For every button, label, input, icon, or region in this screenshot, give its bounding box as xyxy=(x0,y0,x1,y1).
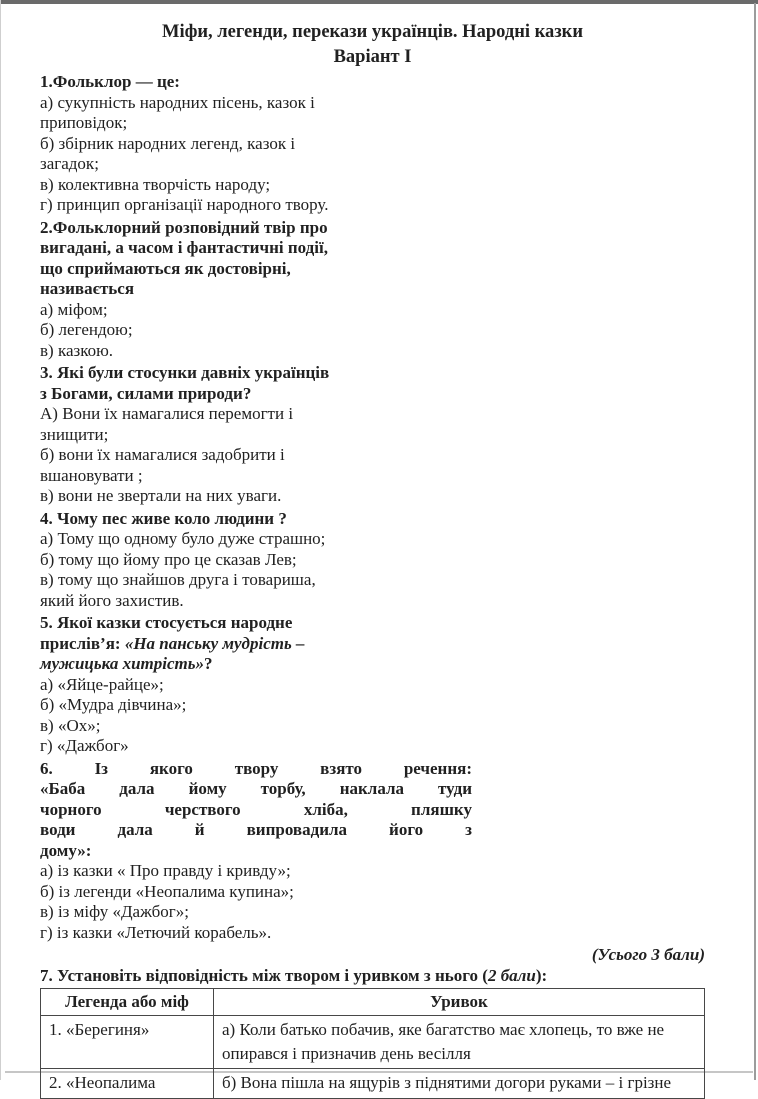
question-1-option-line: г) принцип організації народного твору. xyxy=(40,195,329,214)
question-1-option-line: б) збірник народних легенд, казок і xyxy=(40,133,296,153)
page-top-edge xyxy=(0,0,758,4)
question-5-option-line: г) «Дажбог» xyxy=(40,736,129,755)
question-2-head: вигадані, а часом і фантастичні події, xyxy=(40,238,328,257)
question-5-option-line: б) «Мудра дівчина»; xyxy=(40,695,187,714)
question-1-head: 1.Фольклор — це: xyxy=(40,72,180,91)
question-6-head: 6. Із якого твору взято речення: xyxy=(40,758,472,778)
question-2 xyxy=(40,218,474,362)
question-6-option-line: а) із казки « Про правду і кривду»; xyxy=(40,861,291,880)
table-header-work: Легенда або міф xyxy=(41,989,214,1016)
question-5 xyxy=(40,613,474,757)
question-7-head xyxy=(40,965,705,986)
document-title: Міфи, легенди, перекази українців. Народні казки xyxy=(161,22,583,42)
work-cell: 2. «Неопалима xyxy=(41,1069,214,1099)
question-6-head: води дала й випровадила його з xyxy=(40,820,472,839)
question-4-head: 4. Чому пес живе коло людини ? xyxy=(40,508,287,528)
question-6-option-line: б) із легенди «Неопалима купина»; xyxy=(40,881,294,901)
question-2-head: називається xyxy=(40,279,135,298)
work-cell: 1. «Берегиня» xyxy=(41,1016,214,1069)
question-1 xyxy=(40,72,474,216)
score-note: (Усього 3 бали) xyxy=(591,945,705,964)
question-6-option-line: в) із міфу «Дажбог»; xyxy=(40,902,189,921)
page-right-edge xyxy=(754,3,756,1080)
table-header-row xyxy=(41,989,705,1016)
question-1-option-line: в) колективна творчість народу; xyxy=(40,174,271,194)
question-3-option-line: вшановувати ; xyxy=(40,465,143,485)
question-2-option-line: а) міфом; xyxy=(40,299,108,319)
question-7-head-text: 7. Установіть відповідність між твором і уривком з нього ( xyxy=(40,966,488,985)
question-5-proverb-part: мужицька хитрість» xyxy=(40,654,205,673)
question-4-option-line: а) Тому що одному було дуже страшно; xyxy=(40,529,326,548)
question-7-points: 2 бали xyxy=(487,966,536,985)
question-1-option-line: а) сукупність народних пісень, казок і xyxy=(40,92,315,112)
question-3-head: 3. Які були стосунки давніх українців xyxy=(40,363,330,382)
question-4-option-line: в) тому що знайшов друга і товариша, xyxy=(40,570,316,589)
question-3-head: з Богами, силами природи? xyxy=(40,383,252,403)
question-4-option-line: б) тому що йому про це сказав Лев; xyxy=(40,549,297,569)
question-5-head xyxy=(40,654,474,675)
question-2-option-line: б) легендою; xyxy=(40,320,133,339)
question-3 xyxy=(40,363,474,507)
matching-table xyxy=(40,988,705,1099)
question-7-head-tail: ): xyxy=(535,966,548,985)
question-1-option-line: приповідок; xyxy=(40,113,128,132)
question-6-head: «Баба дала йому торбу, наклала туди xyxy=(40,779,472,798)
question-4-option-line: який його захистив. xyxy=(40,590,184,610)
question-6-head: дому»: xyxy=(40,840,92,860)
question-5-head-plain: ? xyxy=(204,654,213,673)
table-row xyxy=(41,1016,705,1069)
question-2-head: 2.Фольклорний розповідний твір про xyxy=(40,217,328,237)
page-left-edge xyxy=(0,0,1,1080)
question-2-head: що сприймаються як достовірні, xyxy=(40,258,291,278)
variant-label: Варіант І xyxy=(333,47,412,67)
question-1-option-line: загадок; xyxy=(40,154,99,173)
question-6 xyxy=(40,759,474,944)
question-3-option-line: б) вони їх намагалися задобрити і xyxy=(40,445,285,464)
question-6-head: чорного черствого хліба, пляшку xyxy=(40,799,472,819)
question-3-option-line: знищити; xyxy=(40,424,109,444)
question-5-option-line: а) «Яйце-райце»; xyxy=(40,674,164,694)
question-6-option-line: г) із казки «Летючий корабель». xyxy=(40,922,272,942)
table-row xyxy=(41,1069,705,1099)
question-5-proverb-part: «На панську мудрість – xyxy=(124,633,305,653)
question-3-option-line: в) вони не звертали на них уваги. xyxy=(40,486,282,505)
table-header-excerpt: Уривок xyxy=(214,989,705,1016)
question-2-option-line: в) казкою. xyxy=(40,340,114,360)
question-3-option-line: А) Вони їх намагалися перемогти і xyxy=(40,404,294,423)
excerpt-cell: б) Вона пішла на ящурів з піднятими догори руками – і грізне xyxy=(214,1069,705,1099)
question-5-head: 5. Якої казки стосується народне xyxy=(40,613,293,632)
question-5-head xyxy=(40,634,474,655)
question-4 xyxy=(40,509,474,612)
document-page xyxy=(40,20,705,1099)
excerpt-cell: а) Коли батько побачив, яке багатство має хлопець, то вже не опирався і призначив день весілля xyxy=(214,1016,705,1069)
question-5-head-plain: прислів’я: xyxy=(40,633,125,653)
question-5-option-line: в) «Ох»; xyxy=(40,715,101,735)
